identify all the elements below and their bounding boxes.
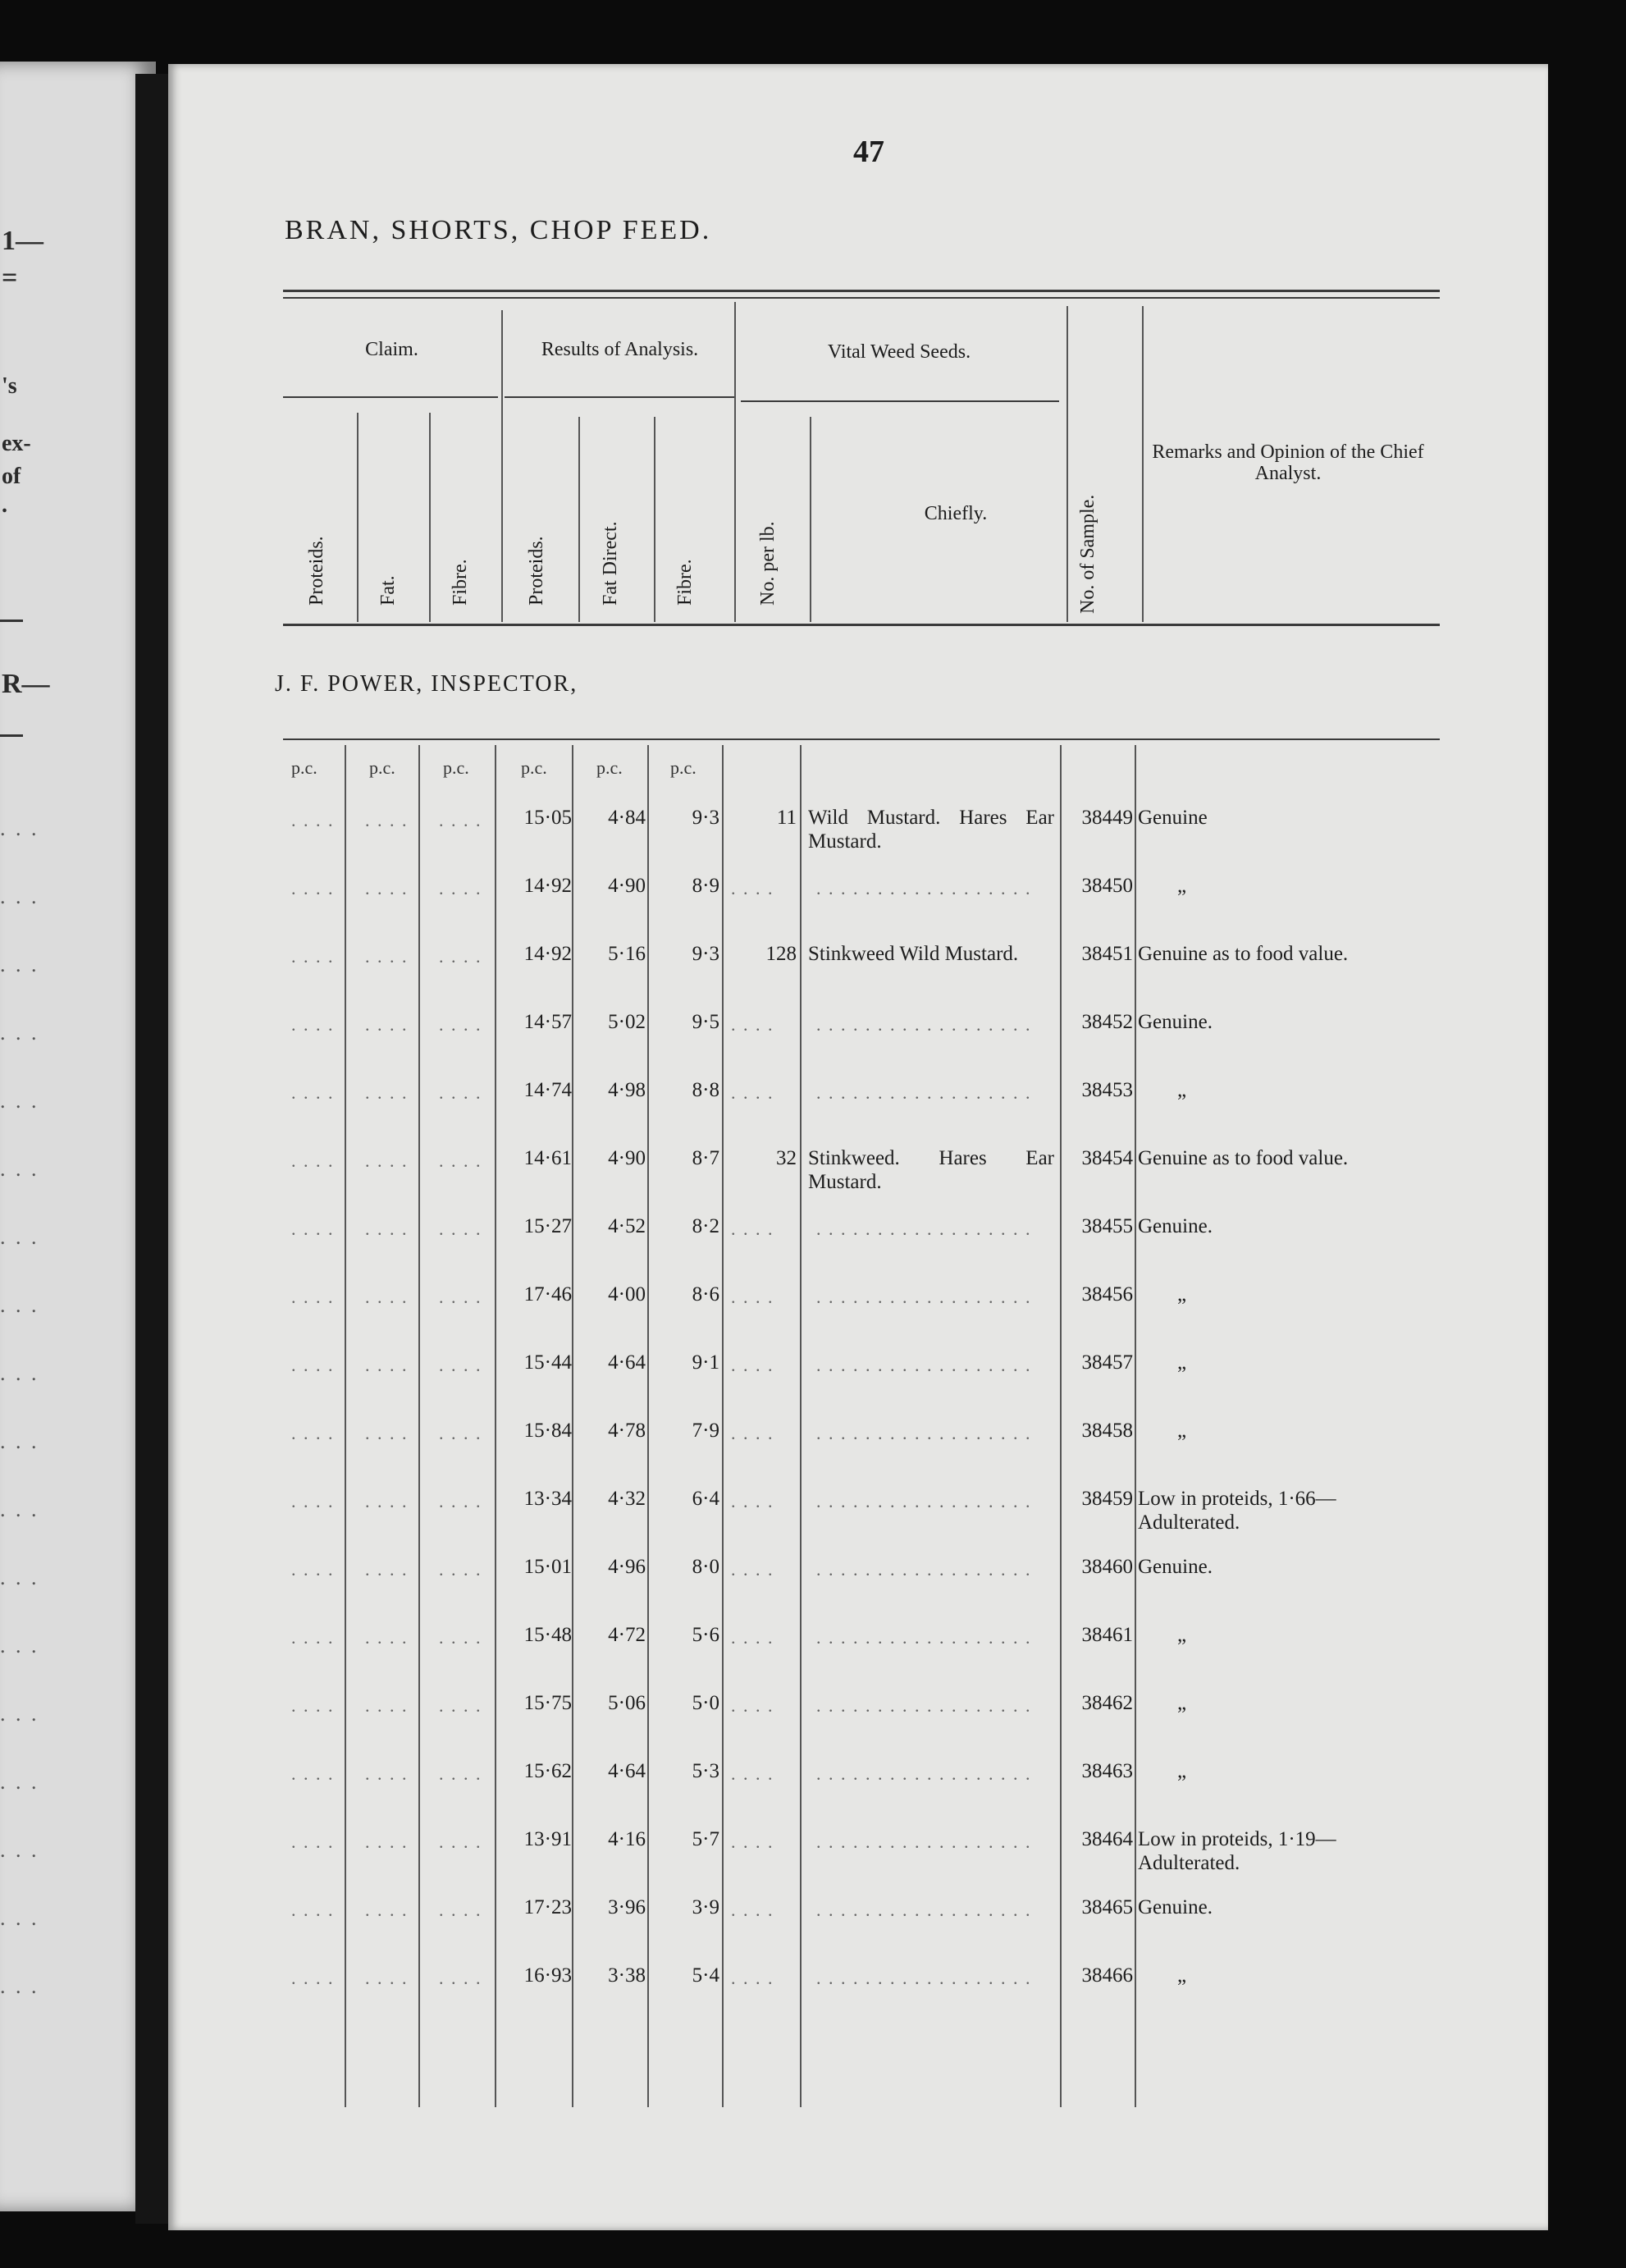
dot-leader: . . .	[0, 1906, 39, 1930]
column-divider	[429, 413, 431, 622]
cell-remarks: „	[1177, 1760, 1187, 1782]
chiefly-blank: . . . . . . . . . . . . . . . . . .	[816, 1491, 1032, 1511]
cell-fat-direct: 5·02	[608, 1011, 646, 1033]
claim-blank: . . . .	[291, 1355, 335, 1375]
cell-fibre: 9·3	[692, 943, 719, 965]
claim-blank: . . . .	[439, 1287, 482, 1307]
cell-remarks: Low in proteids, 1·66— Adulterated.	[1138, 1488, 1336, 1534]
cell-remarks: Genuine.	[1138, 1556, 1213, 1578]
column-divider	[345, 745, 346, 2107]
column-divider	[1135, 745, 1136, 2107]
column-divider	[1066, 306, 1068, 622]
cell-fibre: 9·5	[692, 1011, 719, 1033]
claim-blank: . . . .	[291, 810, 335, 830]
unit-label: p.c.	[443, 757, 469, 778]
claim-blank: . . . .	[439, 1082, 482, 1103]
claim-blank: . . . .	[365, 1219, 409, 1239]
cell-fat-direct: 4·78	[608, 1420, 646, 1442]
cell-sample-number: 38456	[1081, 1283, 1133, 1305]
weed-blank: . . . .	[731, 1082, 774, 1103]
cell-sample-number: 38451	[1081, 943, 1133, 965]
claim-blank: . . . .	[439, 1014, 482, 1035]
claim-blank: . . . .	[439, 1695, 482, 1716]
weed-blank: . . . .	[731, 1627, 774, 1648]
claim-blank: . . . .	[365, 1491, 409, 1511]
cell-sample-number: 38465	[1081, 1896, 1133, 1918]
cell-fibre: 5·7	[692, 1828, 719, 1850]
dot-leader: . . .	[0, 1702, 39, 1726]
dot-leader: . . .	[0, 1429, 39, 1453]
cell-proteids: 15·05	[523, 807, 572, 829]
unit-label: p.c.	[369, 757, 395, 778]
header-results: Results of Analysis.	[541, 339, 699, 360]
cell-sample-number: 38463	[1081, 1760, 1133, 1782]
left-fragment: R—	[2, 669, 50, 699]
weed-blank: . . . .	[731, 1219, 774, 1239]
claim-blank: . . . .	[439, 1491, 482, 1511]
cell-proteids: 15·84	[523, 1420, 572, 1442]
cell-proteids: 15·01	[523, 1556, 572, 1578]
book-gutter	[135, 74, 172, 2224]
header-fat-direct: Fat Direct.	[600, 521, 621, 606]
cell-fibre: 6·4	[692, 1488, 719, 1510]
cell-fat-direct: 4·52	[608, 1215, 646, 1237]
claim-blank: . . . .	[365, 1355, 409, 1375]
header-claim: Claim.	[365, 339, 418, 360]
claim-blank: . . . .	[439, 946, 482, 967]
cell-remarks: Genuine.	[1138, 1896, 1213, 1918]
dot-leader: . . .	[0, 1089, 39, 1113]
claim-blank: . . . .	[365, 810, 409, 830]
column-divider	[734, 302, 736, 622]
claim-blank: . . . .	[439, 878, 482, 899]
cell-fat-direct: 4·32	[608, 1488, 646, 1510]
cell-remarks: Genuine as to food value.	[1138, 943, 1349, 965]
claim-blank: . . . .	[439, 1219, 482, 1239]
cell-remarks: „	[1177, 1351, 1187, 1374]
dot-leader: . . .	[0, 1361, 39, 1385]
header-no-per-lb: No. per lb.	[757, 521, 779, 606]
left-fragment: of	[2, 464, 21, 489]
dot-leader: . . .	[0, 1838, 39, 1862]
claim-blank: . . . .	[291, 1559, 335, 1580]
weed-blank: . . . .	[731, 1491, 774, 1511]
cell-fat-direct: 4·96	[608, 1556, 646, 1578]
claim-blank: . . . .	[291, 1423, 335, 1443]
cell-proteids: 17·23	[523, 1896, 572, 1918]
dot-leader: . . .	[0, 1566, 39, 1589]
claim-blank: . . . .	[291, 1763, 335, 1784]
claim-blank: . . . .	[291, 1150, 335, 1171]
cell-remarks: Genuine	[1138, 807, 1208, 829]
dot-leader: . . .	[0, 1770, 39, 1794]
cell-fibre: 9·1	[692, 1351, 719, 1374]
cell-remarks: „	[1177, 1283, 1187, 1305]
claim-blank: . . . .	[291, 1968, 335, 1988]
cell-fat-direct: 4·90	[608, 875, 646, 897]
left-fragment: 1—	[2, 226, 43, 256]
claim-blank: . . . .	[365, 1900, 409, 1920]
claim-blank: . . . .	[439, 810, 482, 830]
claim-blank: . . . .	[365, 1082, 409, 1103]
cell-fibre: 5·4	[692, 1964, 719, 1987]
cell-fat-direct: 5·16	[608, 943, 646, 965]
claim-blank: . . . .	[365, 1150, 409, 1171]
page-number: 47	[853, 135, 884, 169]
inspector-heading: J. F. POWER, INSPECTOR,	[275, 671, 578, 697]
chiefly-blank: . . . . . . . . . . . . . . . . . .	[816, 878, 1032, 899]
claim-blank: . . . .	[291, 946, 335, 967]
claim-blank: . . . .	[365, 1423, 409, 1443]
cell-fibre: 8·2	[692, 1215, 719, 1237]
cell-proteids: 15·62	[523, 1760, 572, 1782]
claim-blank: . . . .	[365, 1627, 409, 1648]
header-remarks: Remarks and Opinion of the Chief Analyst.	[1152, 441, 1424, 485]
dot-leader: . . .	[0, 1157, 39, 1181]
cell-proteids: 13·34	[523, 1488, 572, 1510]
claim-blank: . . . .	[439, 1627, 482, 1648]
chiefly-blank: . . . . . . . . . . . . . . . . . .	[816, 1968, 1032, 1988]
cell-sample-number: 38452	[1081, 1011, 1133, 1033]
column-divider	[654, 417, 655, 622]
cell-fat-direct: 4·16	[608, 1828, 646, 1850]
cell-chiefly: Stinkweed. Hares Ear Mustard.	[808, 1147, 1054, 1193]
cell-remarks: Genuine.	[1138, 1215, 1213, 1237]
left-rule	[0, 620, 23, 622]
chiefly-blank: . . . . . . . . . . . . . . . . . .	[816, 1355, 1032, 1375]
cell-fibre: 8·0	[692, 1556, 719, 1578]
weed-blank: . . . .	[731, 878, 774, 899]
cell-remarks: Genuine as to food value.	[1138, 1147, 1349, 1169]
cell-no-per-lb: 11	[776, 807, 797, 829]
cell-fibre: 5·0	[692, 1692, 719, 1714]
chiefly-blank: . . . . . . . . . . . . . . . . . .	[816, 1082, 1032, 1103]
unit-label: p.c.	[291, 757, 317, 778]
header-weed-seeds: Vital Weed Seeds.	[827, 341, 971, 363]
cell-fat-direct: 4·64	[608, 1351, 646, 1374]
cell-proteids: 15·48	[523, 1624, 572, 1646]
cell-proteids: 14·57	[523, 1011, 572, 1033]
dot-leader: . . .	[0, 885, 39, 908]
cell-fat-direct: 4·72	[608, 1624, 646, 1646]
claim-blank: . . . .	[291, 1831, 335, 1852]
header-claim-fat: Fat.	[377, 575, 399, 606]
table-top-rule	[283, 290, 1440, 292]
claim-blank: . . . .	[291, 1219, 335, 1239]
cell-sample-number: 38458	[1081, 1420, 1133, 1442]
weed-blank: . . . .	[731, 1014, 774, 1035]
cell-sample-number: 38464	[1081, 1828, 1133, 1850]
cell-remarks: „	[1177, 1692, 1187, 1714]
left-fragment: 's	[2, 373, 17, 399]
cell-proteids: 16·93	[523, 1964, 572, 1987]
column-divider	[1142, 306, 1144, 622]
dot-leader: . . .	[0, 1974, 39, 1998]
cell-sample-number: 38450	[1081, 875, 1133, 897]
chiefly-blank: . . . . . . . . . . . . . . . . . .	[816, 1695, 1032, 1716]
cell-proteids: 15·44	[523, 1351, 572, 1374]
claim-blank: . . . .	[291, 1287, 335, 1307]
cell-no-per-lb: 128	[765, 943, 797, 965]
cell-sample-number: 38466	[1081, 1964, 1133, 1987]
cell-sample-number: 38455	[1081, 1215, 1133, 1237]
dot-leader: . . .	[0, 816, 39, 840]
cell-fibre: 8·7	[692, 1147, 719, 1169]
left-rule	[0, 734, 23, 737]
claim-blank: . . . .	[365, 1014, 409, 1035]
chiefly-blank: . . . . . . . . . . . . . . . . . .	[816, 1627, 1032, 1648]
dot-leader: . . .	[0, 1021, 39, 1045]
weed-blank: . . . .	[731, 1900, 774, 1920]
cell-remarks: Low in proteids, 1·19— Adulterated.	[1138, 1828, 1336, 1874]
weed-blank: . . . .	[731, 1763, 774, 1784]
claim-blank: . . . .	[291, 1491, 335, 1511]
header-claim-fibre: Fibre.	[450, 559, 471, 606]
cell-sample-number: 38462	[1081, 1692, 1133, 1714]
cell-fibre: 5·3	[692, 1760, 719, 1782]
cell-proteids: 17·46	[523, 1283, 572, 1305]
cell-proteids: 14·61	[523, 1147, 572, 1169]
dot-leader: . . .	[0, 953, 39, 976]
group-underline	[283, 396, 498, 398]
cell-remarks: „	[1177, 1079, 1187, 1101]
claim-blank: . . . .	[365, 1695, 409, 1716]
dot-leader: . . .	[0, 1498, 39, 1521]
claim-blank: . . . .	[365, 1287, 409, 1307]
claim-blank: . . . .	[291, 1900, 335, 1920]
section-rule	[283, 738, 1440, 740]
cell-sample-number: 38453	[1081, 1079, 1133, 1101]
claim-blank: . . . .	[291, 878, 335, 899]
cell-remarks: Genuine.	[1138, 1011, 1213, 1033]
header-claim-proteids: Proteids.	[306, 536, 327, 606]
claim-blank: . . . .	[439, 1831, 482, 1852]
claim-blank: . . . .	[439, 1559, 482, 1580]
cell-fat-direct: 4·00	[608, 1283, 646, 1305]
header-fibre: Fibre.	[674, 559, 696, 606]
cell-chiefly: Wild Mustard. Hares Ear Mustard.	[808, 807, 1054, 853]
cell-remarks: „	[1177, 875, 1187, 897]
chiefly-blank: . . . . . . . . . . . . . . . . . .	[816, 1219, 1032, 1239]
claim-blank: . . . .	[291, 1082, 335, 1103]
claim-blank: . . . .	[365, 1763, 409, 1784]
column-divider	[501, 310, 503, 622]
weed-blank: . . . .	[731, 1831, 774, 1852]
weed-blank: . . . .	[731, 1968, 774, 1988]
cell-fibre: 8·8	[692, 1079, 719, 1101]
claim-blank: . . . .	[439, 1900, 482, 1920]
cell-fibre: 8·9	[692, 875, 719, 897]
claim-blank: . . . .	[365, 878, 409, 899]
cell-sample-number: 38454	[1081, 1147, 1133, 1169]
weed-blank: . . . .	[731, 1423, 774, 1443]
claim-blank: . . . .	[291, 1695, 335, 1716]
claim-blank: . . . .	[365, 946, 409, 967]
weed-blank: . . . .	[731, 1355, 774, 1375]
cell-proteids: 14·92	[523, 875, 572, 897]
column-divider	[357, 413, 359, 622]
claim-blank: . . . .	[365, 1831, 409, 1852]
cell-fat-direct: 3·96	[608, 1896, 646, 1918]
weed-blank: . . . .	[731, 1287, 774, 1307]
cell-sample-number: 38459	[1081, 1488, 1133, 1510]
cell-fat-direct: 4·64	[608, 1760, 646, 1782]
cell-no-per-lb: 32	[776, 1147, 797, 1169]
unit-label: p.c.	[670, 757, 697, 778]
chiefly-blank: . . . . . . . . . . . . . . . . . .	[816, 1423, 1032, 1443]
weed-blank: . . . .	[731, 1695, 774, 1716]
cell-remarks: „	[1177, 1964, 1187, 1987]
claim-blank: . . . .	[439, 1423, 482, 1443]
column-divider	[578, 417, 580, 622]
chiefly-blank: . . . . . . . . . . . . . . . . . .	[816, 1831, 1032, 1852]
cell-fibre: 7·9	[692, 1420, 719, 1442]
chiefly-blank: . . . . . . . . . . . . . . . . . .	[816, 1014, 1032, 1035]
chiefly-blank: . . . . . . . . . . . . . . . . . .	[816, 1763, 1032, 1784]
cell-fibre: 9·3	[692, 807, 719, 829]
cell-proteids: 14·92	[523, 943, 572, 965]
cell-fat-direct: 4·90	[608, 1147, 646, 1169]
column-divider	[810, 417, 811, 622]
cell-proteids: 14·74	[523, 1079, 572, 1101]
claim-blank: . . . .	[291, 1627, 335, 1648]
cell-fat-direct: 4·84	[608, 807, 646, 829]
page-title: BRAN, SHORTS, CHOP FEED.	[285, 215, 712, 245]
header-no-of-sample: No. of Sample.	[1077, 494, 1098, 614]
dot-leader: . . .	[0, 1634, 39, 1658]
claim-blank: . . . .	[439, 1763, 482, 1784]
unit-label: p.c.	[596, 757, 623, 778]
claim-blank: . . . .	[365, 1968, 409, 1988]
cell-remarks: „	[1177, 1624, 1187, 1646]
weed-blank: . . . .	[731, 1559, 774, 1580]
chiefly-blank: . . . . . . . . . . . . . . . . . .	[816, 1900, 1032, 1920]
document-page	[168, 64, 1548, 2230]
left-fragment: ex-	[2, 431, 31, 456]
table-top-rule	[283, 297, 1440, 299]
cell-sample-number: 38460	[1081, 1556, 1133, 1578]
header-proteids: Proteids.	[526, 536, 547, 606]
claim-blank: . . . .	[439, 1968, 482, 1988]
claim-blank: . . . .	[439, 1355, 482, 1375]
unit-label: p.c.	[521, 757, 547, 778]
left-facing-page	[0, 62, 156, 2211]
claim-blank: . . . .	[365, 1559, 409, 1580]
claim-blank: . . . .	[291, 1014, 335, 1035]
cell-sample-number: 38461	[1081, 1624, 1133, 1646]
chiefly-blank: . . . . . . . . . . . . . . . . . .	[816, 1559, 1032, 1580]
chiefly-blank: . . . . . . . . . . . . . . . . . .	[816, 1287, 1032, 1307]
cell-proteids: 13·91	[523, 1828, 572, 1850]
cell-fat-direct: 5·06	[608, 1692, 646, 1714]
group-underline	[741, 400, 1059, 402]
header-bottom-rule	[283, 624, 1440, 626]
cell-fat-direct: 3·38	[608, 1964, 646, 1987]
cell-proteids: 15·27	[523, 1215, 572, 1237]
cell-fibre: 3·9	[692, 1896, 719, 1918]
cell-fibre: 5·6	[692, 1624, 719, 1646]
cell-sample-number: 38457	[1081, 1351, 1133, 1374]
column-divider	[800, 745, 802, 2107]
cell-fat-direct: 4·98	[608, 1079, 646, 1101]
cell-sample-number: 38449	[1081, 807, 1133, 829]
header-chiefly: Chiefly.	[924, 503, 988, 524]
dot-leader: . . .	[0, 1293, 39, 1317]
group-underline	[505, 396, 734, 398]
cell-remarks: „	[1177, 1420, 1187, 1442]
column-divider	[418, 745, 420, 2107]
left-fragment: .	[2, 492, 7, 518]
cell-fibre: 8·6	[692, 1283, 719, 1305]
claim-blank: . . . .	[439, 1150, 482, 1171]
cell-chiefly: Stinkweed Wild Mustard.	[808, 943, 1019, 965]
dot-leader: . . .	[0, 1225, 39, 1249]
cell-proteids: 15·75	[523, 1692, 572, 1714]
left-fragment: =	[2, 263, 18, 293]
